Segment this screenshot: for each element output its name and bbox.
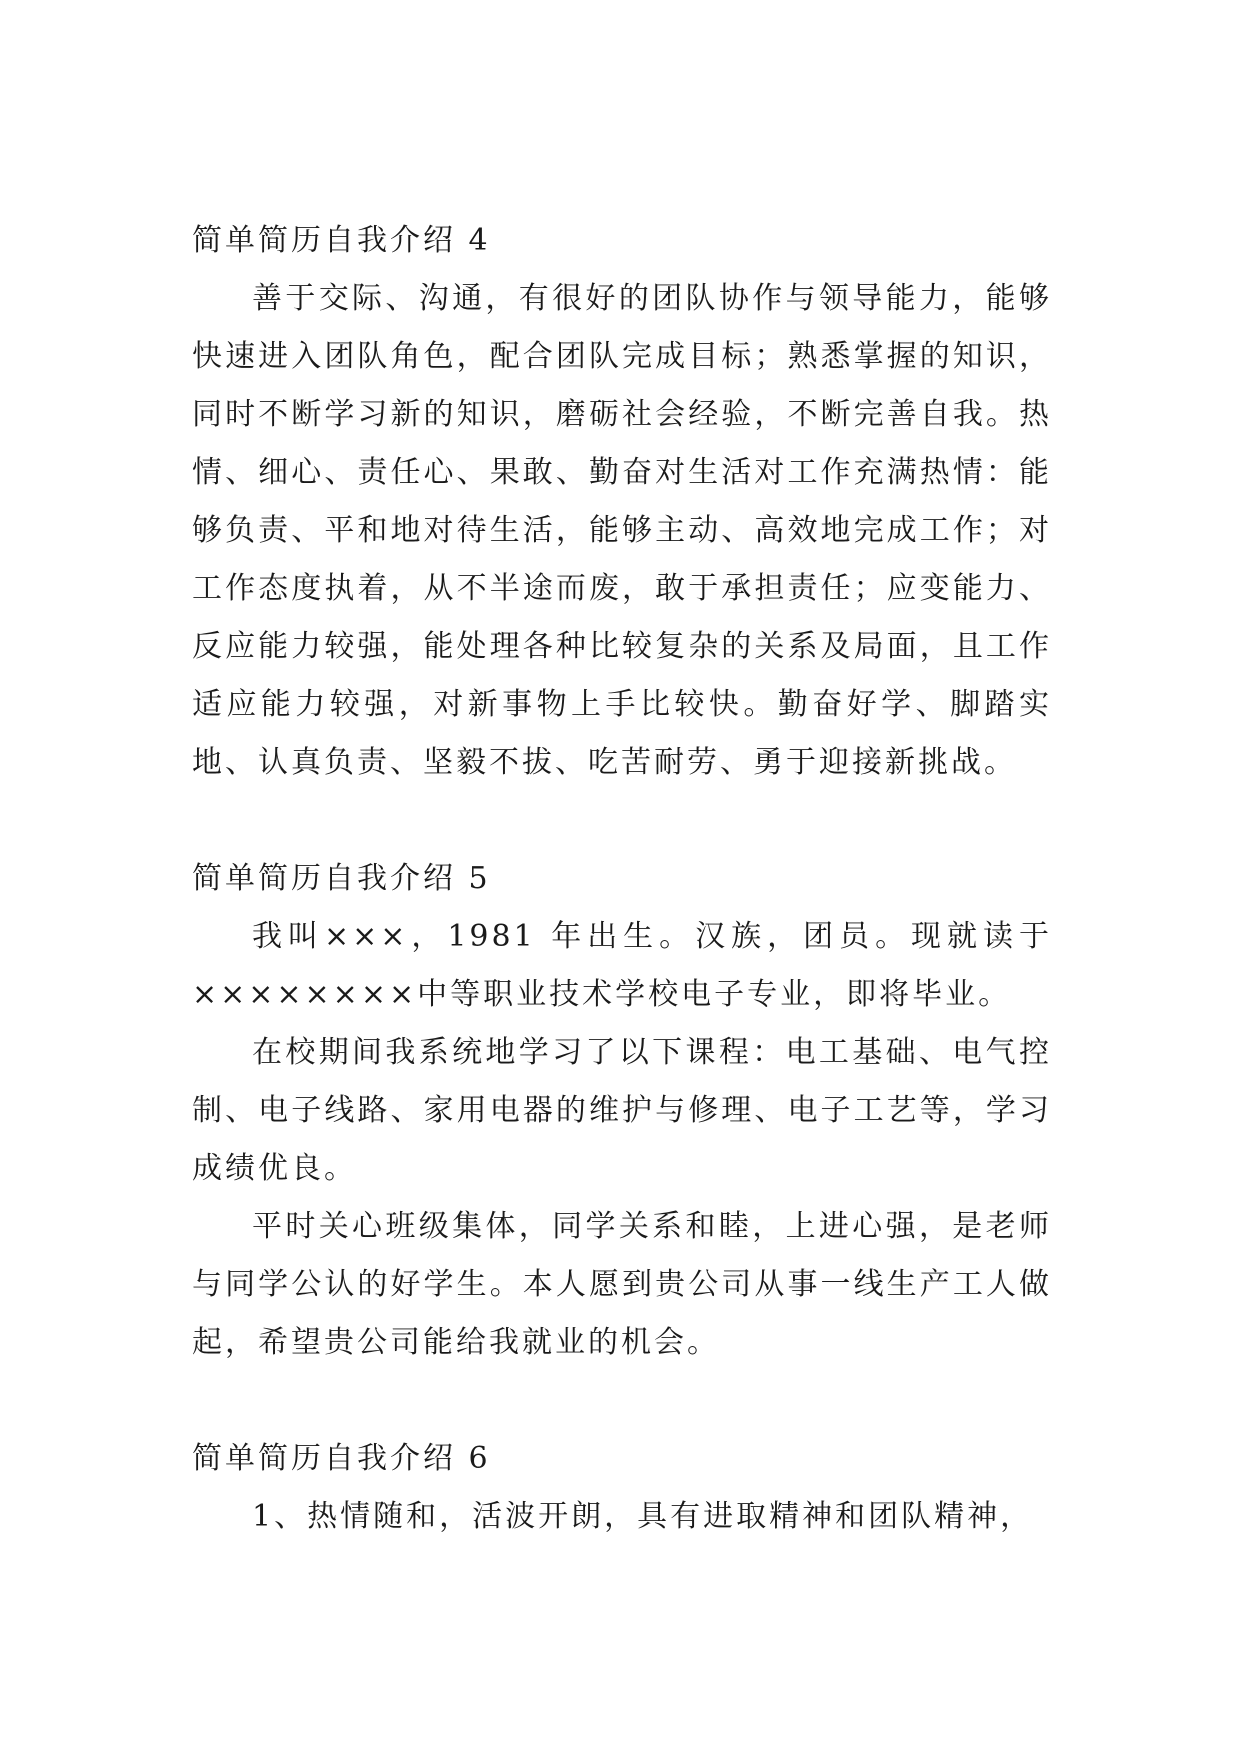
paragraph: 平时关心班级集体，同学关系和睦，上进心强，是老师与同学公认的好学生。本人愿到贵公司从事一线生产工人做起，希望贵公司能给我就业的机会。 bbox=[192, 1209, 1052, 1360]
section-heading: 简单简历自我介绍 4 bbox=[192, 223, 491, 258]
paragraph: 在校期间我系统地学习了以下课程：电工基础、电气控制、电子线路、家用电器的维护与修理、电子工艺等，学习成绩优良。 bbox=[192, 1035, 1052, 1186]
section-heading: 简单简历自我介绍 5 bbox=[192, 861, 491, 896]
document-body bbox=[192, 212, 1052, 1546]
section-intro-4 bbox=[192, 212, 1052, 792]
paragraph: 1、热情随和，活波开朗，具有进取精神和团队精神， bbox=[252, 1499, 1034, 1534]
section-intro-5 bbox=[192, 850, 1052, 1372]
paragraph: 我叫×××，1981 年出生。汉族，团员。现就读于××××××××中等职业技术学校电子专业，即将毕业。 bbox=[192, 919, 1052, 1012]
section-heading: 简单简历自我介绍 6 bbox=[192, 1441, 491, 1476]
paragraph: 善于交际、沟通，有很好的团队协作与领导能力，能够快速进入团队角色，配合团队完成目标；熟悉掌握的知识，同时不断学习新的知识，磨砺社会经验，不断完善自我。热情、细心、责任心、果敢、勤奋对生活对工作充满热情：能够负责、平和地对待生活，能够主动、高效地完成工作；对工作态度执着，从不半途而废，敢于承担责任；应变能力、反应能力较强，能处理各种比较复杂的关系及局面，且工作适应能力较强，对新事物上手比较快。勤奋好学、脚踏实地、认真负责、坚毅不拔、吃苦耐劳、勇于迎接新挑战。 bbox=[192, 281, 1052, 780]
section-intro-6 bbox=[192, 1430, 1052, 1546]
